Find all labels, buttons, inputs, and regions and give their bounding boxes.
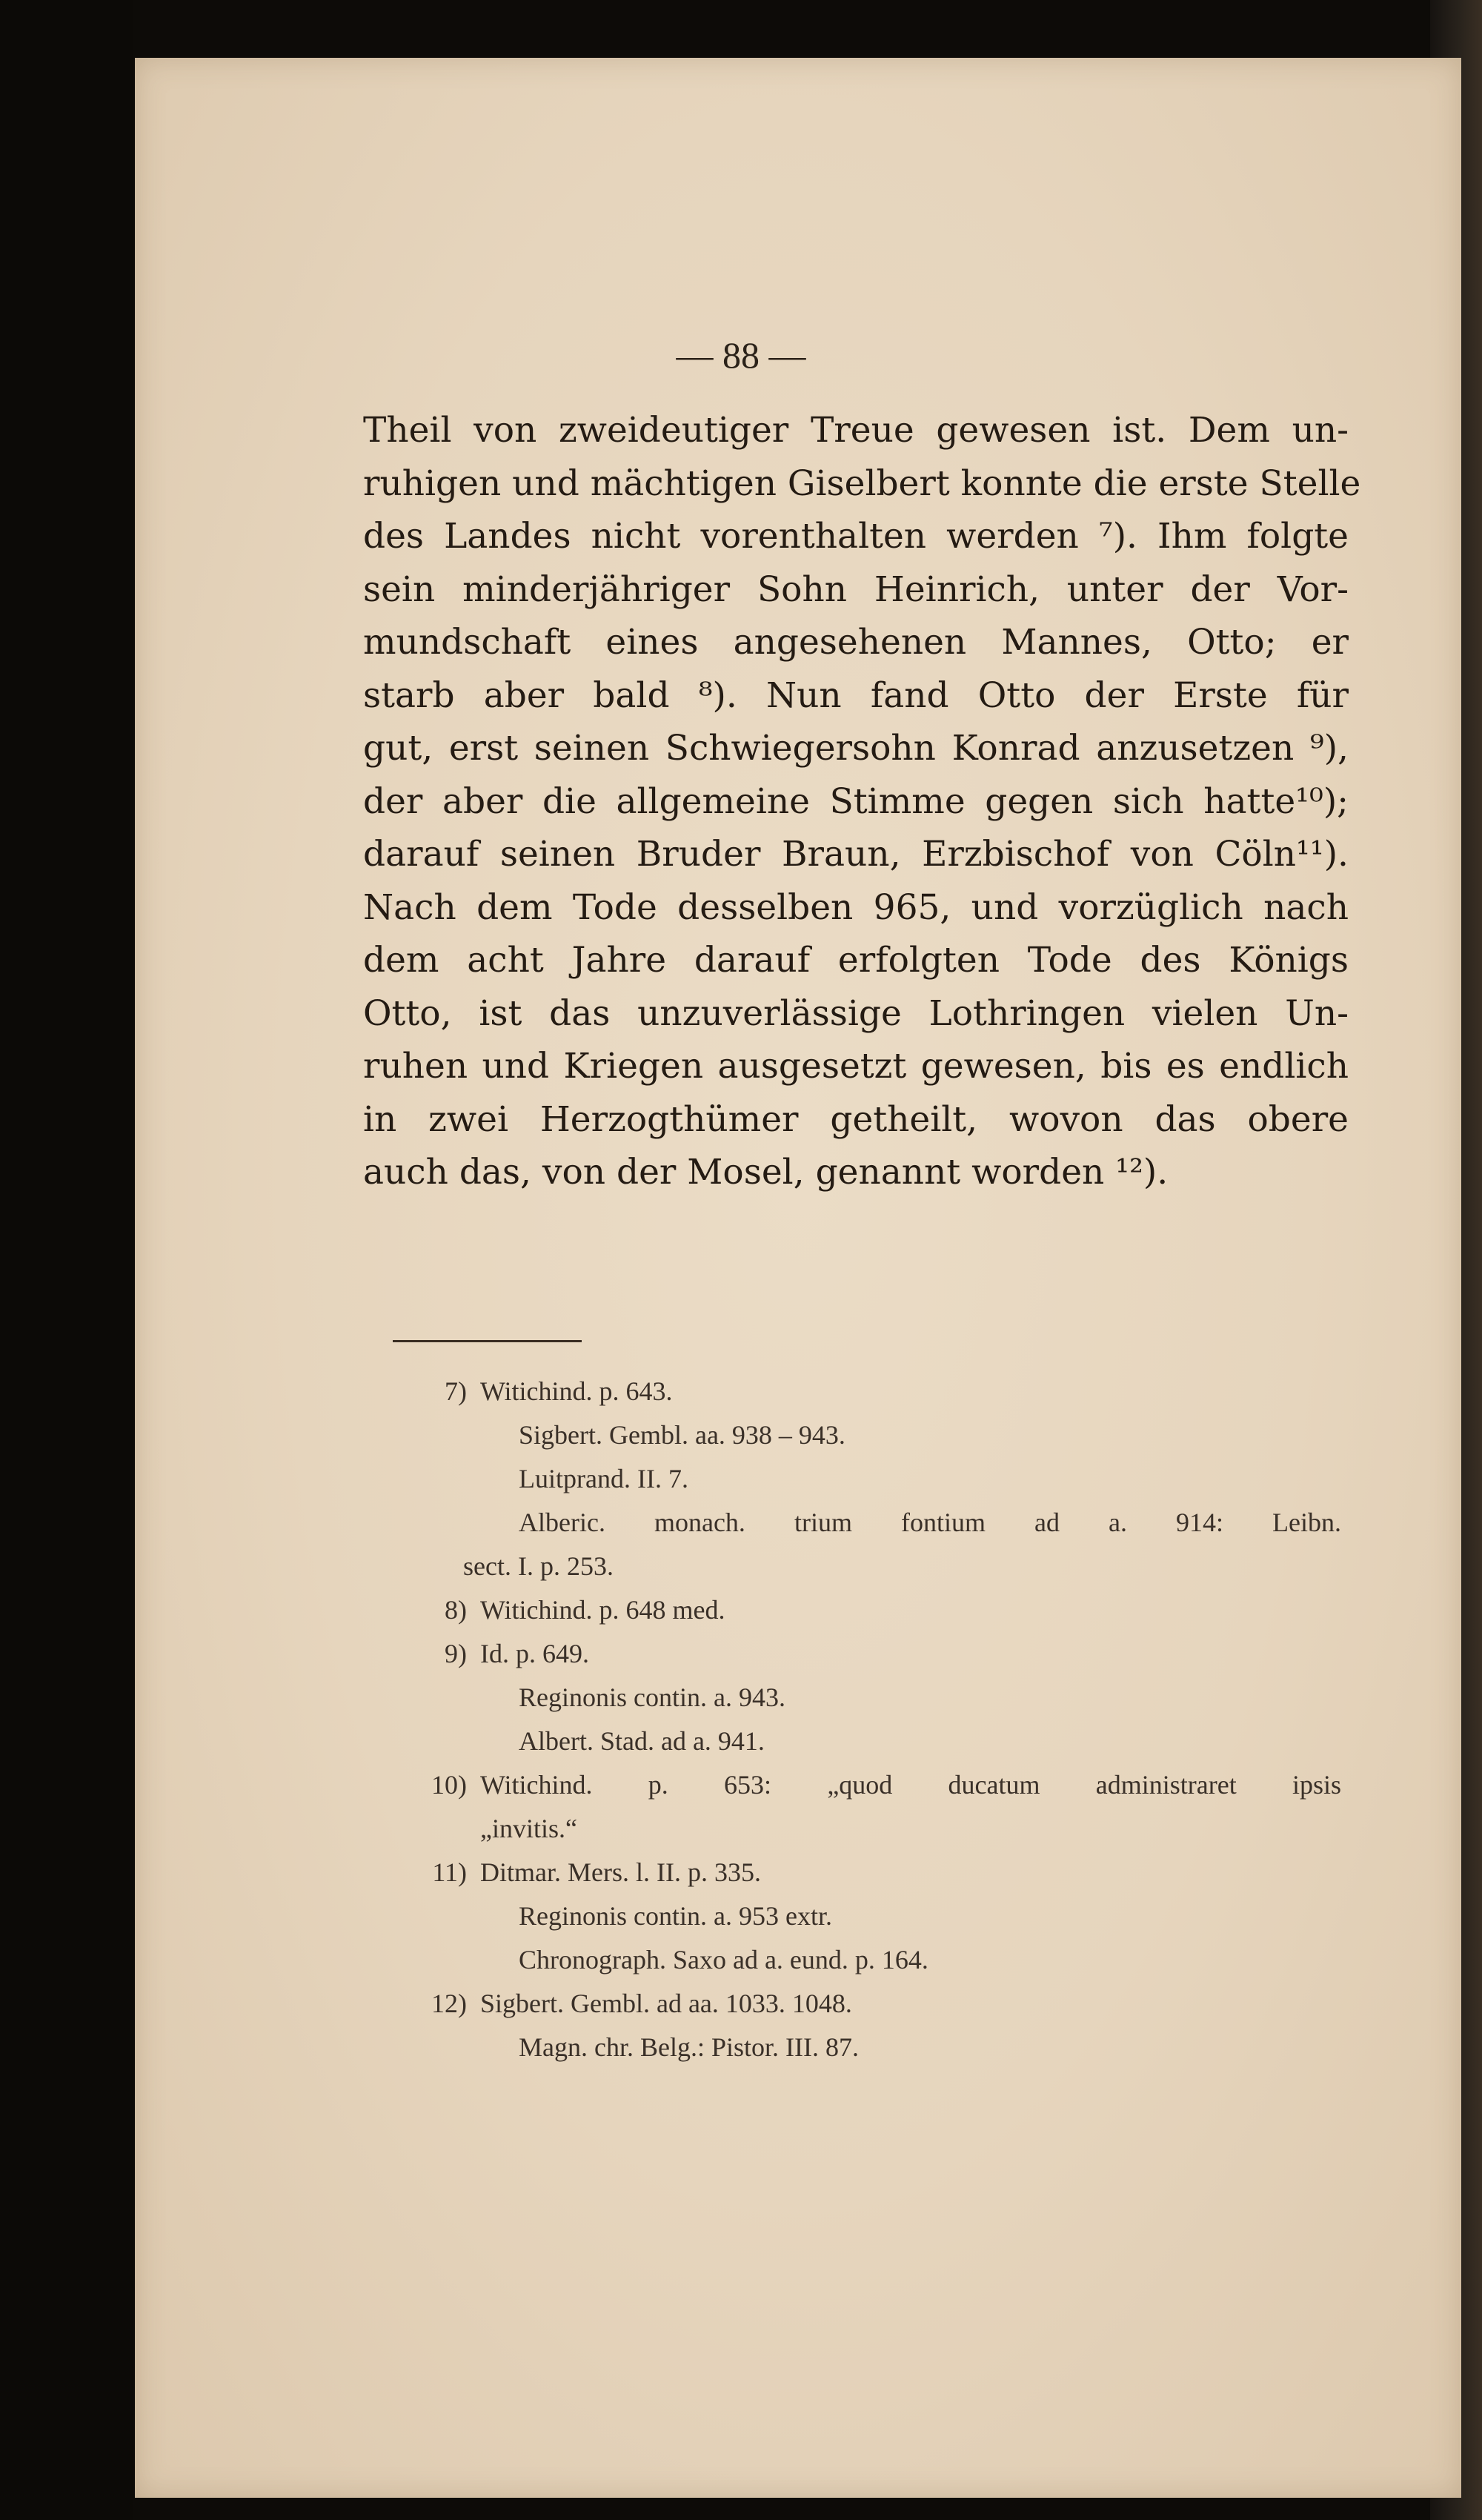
text-line: in zwei Herzogthümer getheilt, wovon das obere — [363, 1098, 1349, 1140]
footnote-row — [393, 1894, 1356, 1938]
text-line: des Landes nicht vorenthalten werden ⁷). Ihm folgte — [363, 516, 1349, 557]
text-line: ruhen und Kriegen ausgesetzt gewesen, bis es endlich — [363, 1046, 1349, 1087]
footnote-text: Witichind. p. 643. — [480, 1376, 673, 1406]
footnote-text: Ditmar. Mers. l. II. p. 335. — [480, 1857, 761, 1887]
footnote-text: Alberic. monach. trium fontium ad a. 914: Leibn. — [519, 1508, 1341, 1537]
footnote-row — [393, 1501, 1356, 1545]
footnote-separator — [393, 1340, 582, 1342]
text-line: Theil von zweideutiger Treue gewesen ist. Dem un- — [363, 410, 1349, 451]
footnote-text: Reginonis contin. a. 943. — [519, 1682, 785, 1712]
text-line: der aber die allgemeine Stimme gegen sich hatte¹⁰); — [363, 780, 1349, 822]
footnote-text: Reginonis contin. a. 953 extr. — [519, 1901, 832, 1931]
footnote-row — [393, 1413, 1356, 1457]
footnote-row — [393, 1763, 1356, 1807]
text-line: sein minderjähriger Sohn Heinrich, unter der Vor- — [363, 568, 1349, 610]
footnote-text: Sigbert. Gembl. ad aa. 1033. 1048. — [480, 1989, 852, 2018]
footnote-row — [393, 1370, 1356, 1413]
footnote-text: Magn. chr. Belg.: Pistor. III. 87. — [519, 2032, 859, 2062]
footnote-row — [393, 1632, 1356, 1676]
footnote-number: 10) — [431, 1770, 467, 1800]
footnote-text: Witichind. p. 648 med. — [480, 1595, 725, 1625]
footnote-row — [393, 1807, 1356, 1851]
text-line: ruhigen und mächtigen Giselbert konnte die erste Stelle — [363, 462, 1361, 504]
footnote-number: 11) — [432, 1857, 467, 1887]
footnote-text: Chronograph. Saxo ad a. eund. p. 164. — [519, 1945, 928, 1974]
footnote-row — [393, 1676, 1356, 1720]
text-line: Otto, ist das unzuverlässige Lothringen vielen Un- — [363, 992, 1349, 1034]
text-line: starb aber bald ⁸). Nun fand Otto der Erste für — [363, 674, 1349, 716]
footnote-text: sect. I. p. 253. — [463, 1551, 614, 1581]
footnote-text: Witichind. p. 653: „quod ducatum administraret ipsis — [480, 1770, 1341, 1800]
footnote-text: Luitprand. II. 7. — [519, 1464, 688, 1493]
footnote-row — [393, 1588, 1356, 1632]
footnote-number: 7) — [445, 1376, 467, 1406]
footnote-row — [393, 1457, 1356, 1501]
footnote-text: Id. p. 649. — [480, 1639, 589, 1668]
footnote-number: 9) — [445, 1639, 467, 1668]
text-line: auch das, von der Mosel, genannt worden ¹²). — [363, 1152, 1169, 1193]
footnote-row — [393, 1720, 1356, 1763]
footnote-text: Sigbert. Gembl. aa. 938 – 943. — [519, 1420, 845, 1450]
footnote-row — [393, 1982, 1356, 2026]
backdrop-left — [0, 0, 133, 2520]
text-line: mundschaft eines angesehenen Mannes, Otto; er — [363, 622, 1349, 663]
page-number: — 88 — — [676, 334, 806, 376]
footnotes-block — [393, 1370, 1356, 2069]
text-line: dem acht Jahre darauf erfolgten Tode des Königs — [363, 940, 1349, 981]
footnote-row — [393, 2026, 1356, 2069]
main-text-block — [363, 404, 1361, 1199]
footnote-row — [393, 1545, 1356, 1588]
footnote-row — [393, 1851, 1356, 1894]
text-line: darauf seinen Bruder Braun, Erzbischof von Cöln¹¹). — [363, 834, 1349, 875]
footnote-text: Albert. Stad. ad a. 941. — [519, 1726, 765, 1756]
footnote-number: 12) — [431, 1989, 467, 2018]
footnote-text: „invitis.“ — [480, 1814, 577, 1843]
footnote-number: 8) — [445, 1595, 467, 1625]
footnote-row — [393, 1938, 1356, 1982]
text-line: Nach dem Tode desselben 965, und vorzüglich nach — [363, 886, 1349, 928]
text-line: gut, erst seinen Schwiegersohn Konrad anzusetzen ⁹), — [363, 728, 1349, 769]
